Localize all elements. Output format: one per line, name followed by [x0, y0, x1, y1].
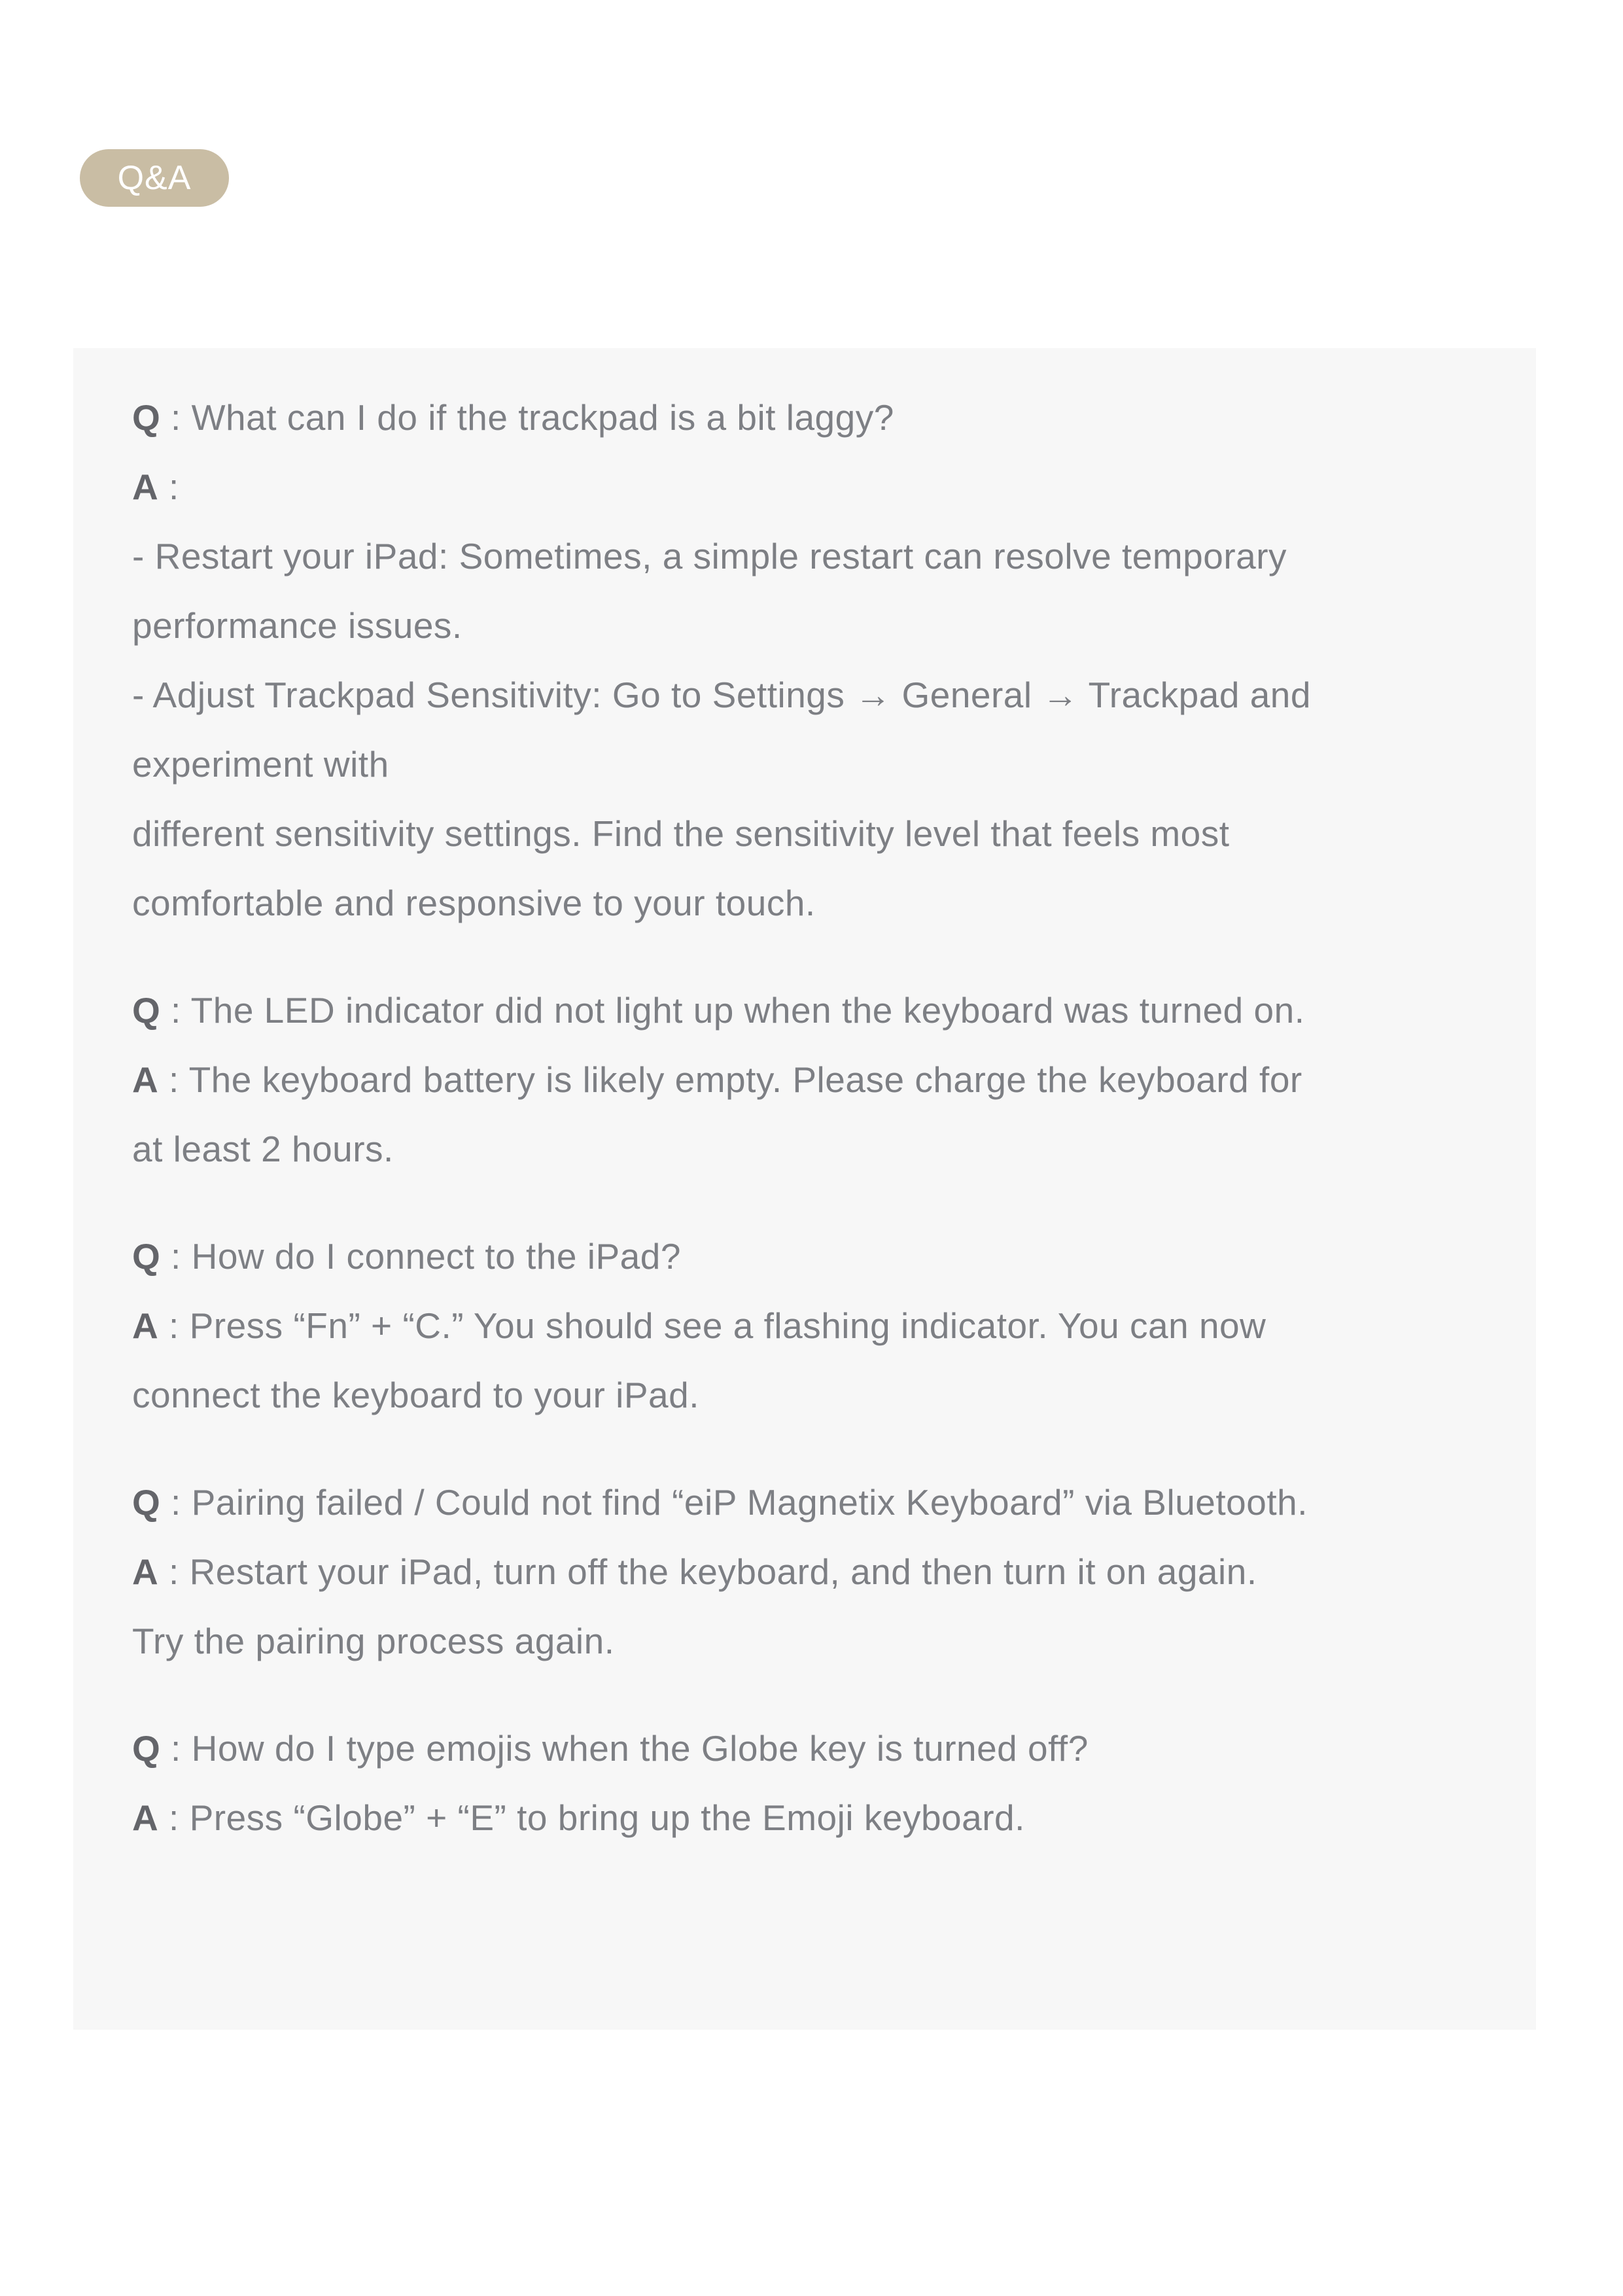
qa-prefix: A: [132, 467, 159, 507]
qa-line: - Adjust Trackpad Sensitivity: Go to Settings → General → Trackpad and: [132, 675, 1311, 715]
qa-line: A : Press “Globe” + “E” to bring up the Emoji keyboard.: [132, 1797, 1025, 1838]
qa-line: performance issues.: [132, 605, 462, 646]
qa-badge-label: Q&A: [117, 159, 192, 197]
qa-prefix: Q: [132, 1236, 161, 1277]
qa-line: A : The keyboard battery is likely empty. Please charge the keyboard for: [132, 1059, 1302, 1100]
qa-line: Try the pairing process again.: [132, 1621, 615, 1661]
qa-block: [132, 1468, 1477, 1676]
qa-line: Q : How do I type emojis when the Globe key is turned off?: [132, 1728, 1089, 1769]
qa-prefix: A: [132, 1305, 159, 1346]
qa-line: Q : How do I connect to the iPad?: [132, 1236, 681, 1277]
qa-line: connect the keyboard to your iPad.: [132, 1375, 699, 1415]
qa-prefix: Q: [132, 990, 161, 1031]
qa-prefix: Q: [132, 397, 161, 438]
qa-line: comfortable and responsive to your touch.: [132, 883, 816, 923]
qa-line: experiment with: [132, 744, 389, 785]
qa-block: [132, 1222, 1477, 1430]
qa-block: [132, 1714, 1477, 1852]
qa-block: [132, 383, 1477, 938]
qa-line: A :: [132, 467, 179, 507]
qa-prefix: A: [132, 1059, 159, 1100]
qa-line: at least 2 hours.: [132, 1129, 394, 1169]
qa-line: A : Press “Fn” + “C.” You should see a flashing indicator. You can now: [132, 1305, 1266, 1346]
qa-line: - Restart your iPad: Sometimes, a simple restart can resolve temporary: [132, 536, 1287, 576]
qa-line: Q : What can I do if the trackpad is a bit laggy?: [132, 397, 894, 438]
qa-badge: [80, 149, 229, 207]
qa-line: Q : Pairing failed / Could not find “eiP Magnetix Keyboard” via Bluetooth.: [132, 1482, 1308, 1523]
qa-line: Q : The LED indicator did not light up when the keyboard was turned on.: [132, 990, 1305, 1031]
qa-prefix: Q: [132, 1482, 161, 1523]
qa-panel: [73, 348, 1536, 2030]
qa-prefix: A: [132, 1797, 159, 1838]
qa-line: A : Restart your iPad, turn off the keyboard, and then turn it on again.: [132, 1551, 1257, 1592]
qa-prefix: A: [132, 1551, 159, 1592]
qa-prefix: Q: [132, 1728, 161, 1769]
qa-block: [132, 976, 1477, 1184]
qa-line: different sensitivity settings. Find the sensitivity level that feels most: [132, 813, 1230, 854]
